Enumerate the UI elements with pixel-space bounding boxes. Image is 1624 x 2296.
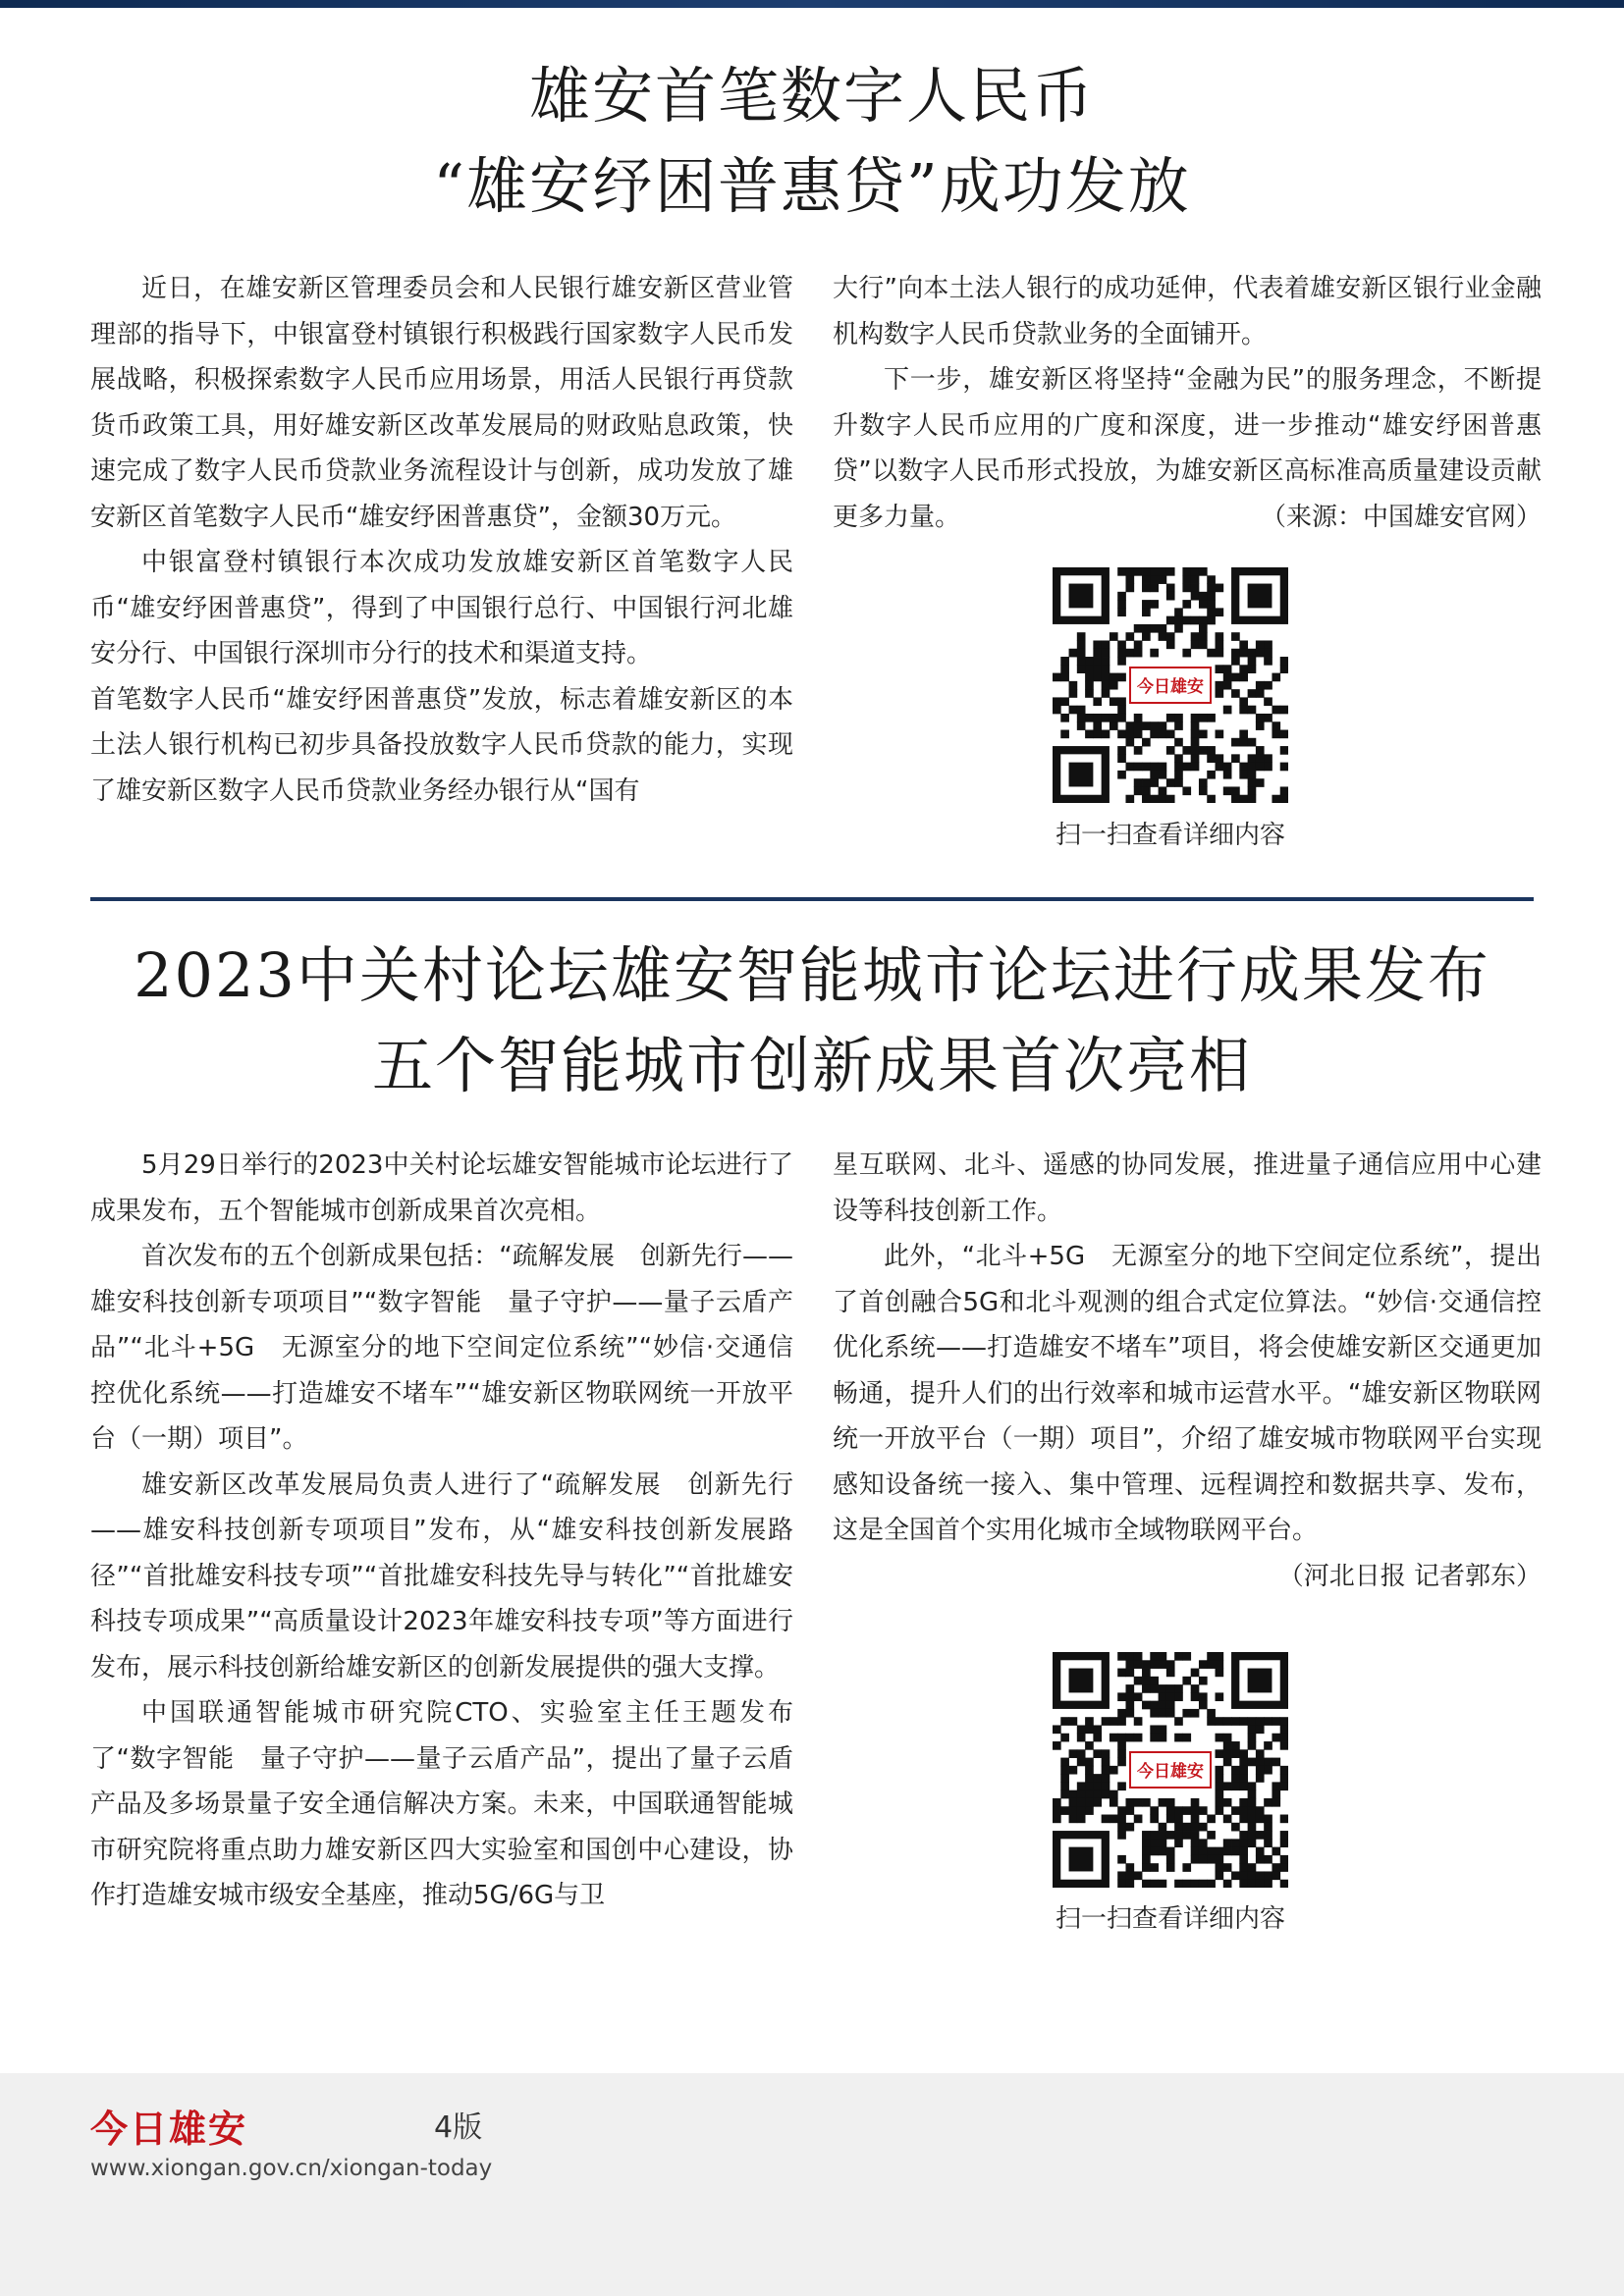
article2-right-column — [833, 1143, 1542, 1599]
qr-code[interactable] — [1053, 1652, 1288, 1888]
page-number: 4版 — [434, 2110, 483, 2145]
top-accent-bar — [0, 0, 1624, 8]
article2-title-line2: 五个智能城市创新成果首次亮相 — [371, 1030, 1252, 1101]
article1-title — [0, 51, 1624, 232]
article1-paragraph-text: 下一步，雄安新区将坚持“金融为民”的服务理念，不断提升数字人民币应用的广度和深度，进一步推动“雄安纾困普惠贷”以数字人民币形式投放，为雄安新区高标准高质量建设贡献更多力量。 — [833, 365, 1542, 532]
article2-title — [0, 931, 1624, 1111]
article2-left-column — [90, 1143, 793, 1919]
qr-logo-label: 今日雄安 — [1129, 667, 1212, 704]
qr-logo-label: 今日雄安 — [1129, 1751, 1212, 1789]
article1-paragraph: 近日，在雄安新区管理委员会和人民银行雄安新区营业管理部的指导下，中银富登村镇银行积极践行国家数字人民币发展战略，积极探索数字人民币应用场景，用活人民银行再贷款货币政策工具，用好雄安新区改革发展局的财政贴息政策，快速完成了数字人民币贷款业务流程设计与创新，成功发放了雄安新区首笔数字人民币“雄安纾困普惠贷”，金额30万元。 — [90, 274, 793, 532]
qr-caption: 扫一扫查看详细内容 — [1055, 1904, 1285, 1934]
footer-logo: 今日雄安 — [90, 2107, 248, 2151]
article1-paragraph: 首笔数字人民币“雄安纾困普惠贷”发放，标志着雄安新区的本土法人银行机构已初步具备投放数字人民币贷款的能力，实现了雄安新区数字人民币贷款业务经办银行从“国有 — [90, 684, 793, 806]
article2-paragraph: 雄安新区改革发展局负责人进行了“疏解发展 创新先行——雄安科技创新专项项目”发布，从“雄安科技创新发展路径”“首批雄安科技专项”“首批雄安科技先导与转化”“首批雄安科技专项成果”“高质量设计2023年雄安科技专项”等方面进行发布，展示科技创新给雄安新区的创新发展提供的强大支撑。 — [90, 1469, 793, 1682]
article2-paragraph: 中国联通智能城市研究院CTO、实验室主任王题发布了“数字智能 量子守护——量子云盾产品”，提出了量子云盾产品及多场景量子安全通信解决方案。未来，中国联通智能城市研究院将重点助力雄安新区四大实验室和国创中心建设，协作打造雄安城市级安全基座，推动5G/6G与卫 — [90, 1698, 793, 1910]
article1-title-line2: “雄安纾困普惠贷”成功发放 — [433, 150, 1191, 222]
article2-paragraph: 5月29日举行的2023中关村论坛雄安智能城市论坛进行了成果发布，五个智能城市创新成果首次亮相。 — [90, 1150, 793, 1226]
article2-paragraph-right — [833, 1234, 1542, 1591]
article2-paragraph-text: 此外，“北斗+5G 无源室分的地下空间定位系统”，提出了首创融合5G和北斗观测的组合式定位算法。“妙信·交通信控优化系统——打造雄安不堵车”项目，将会使雄安新区交通更加畅通，提升人们的出行效率和城市运营水平。“雄安新区物联网统一开放平台（一期）项目”，介绍了雄安城市物联网平台实现感知设备统一接入、集中管理、远程调控和数据共享、发布，这是全国首个实用化城市全域物联网平台。 — [833, 1242, 1542, 1545]
footer-url[interactable]: www.xiongan.gov.cn/xiongan-today — [90, 2156, 493, 2181]
article1-continuation: 大行”向本土法人银行的成功延伸，代表着雄安新区银行业金融机构数字人民币贷款业务的全面铺开。 — [833, 274, 1542, 349]
section-divider — [90, 897, 1534, 901]
article1-paragraph: 中银富登村镇银行本次成功发放雄安新区首笔数字人民币“雄安纾困普惠贷”，得到了中国银行总行、中国银行河北雄安分行、中国银行深圳市分行的技术和渠道支持。 — [90, 548, 793, 668]
article2-source: （河北日报 记者郭东） — [1277, 1561, 1542, 1591]
article1-left-column — [90, 266, 793, 814]
article2-paragraph: 首次发布的五个创新成果包括：“疏解发展 创新先行——雄安科技创新专项项目”“数字智能 量子守护——量子云盾产品”“北斗+5G 无源室分的地下空间定位系统”“妙信·交通信控优化系统——打造雄安不堵车”“雄安新区物联网统一开放平台（一期）项目”。 — [90, 1242, 793, 1454]
article1-right-column — [833, 266, 1542, 540]
article1-paragraph-right — [833, 357, 1542, 540]
article1-title-line1: 雄安首笔数字人民币 — [528, 60, 1095, 132]
qr-code[interactable] — [1053, 567, 1288, 803]
article2-continuation: 星互联网、北斗、遥感的协同发展，推进量子通信应用中心建设等科技创新工作。 — [833, 1150, 1542, 1226]
article1-source: （来源：中国雄安官网） — [1260, 502, 1542, 532]
qr-caption: 扫一扫查看详细内容 — [1055, 821, 1285, 850]
article2-title-line1: 2023中关村论坛雄安智能城市论坛进行成果发布 — [134, 939, 1490, 1011]
